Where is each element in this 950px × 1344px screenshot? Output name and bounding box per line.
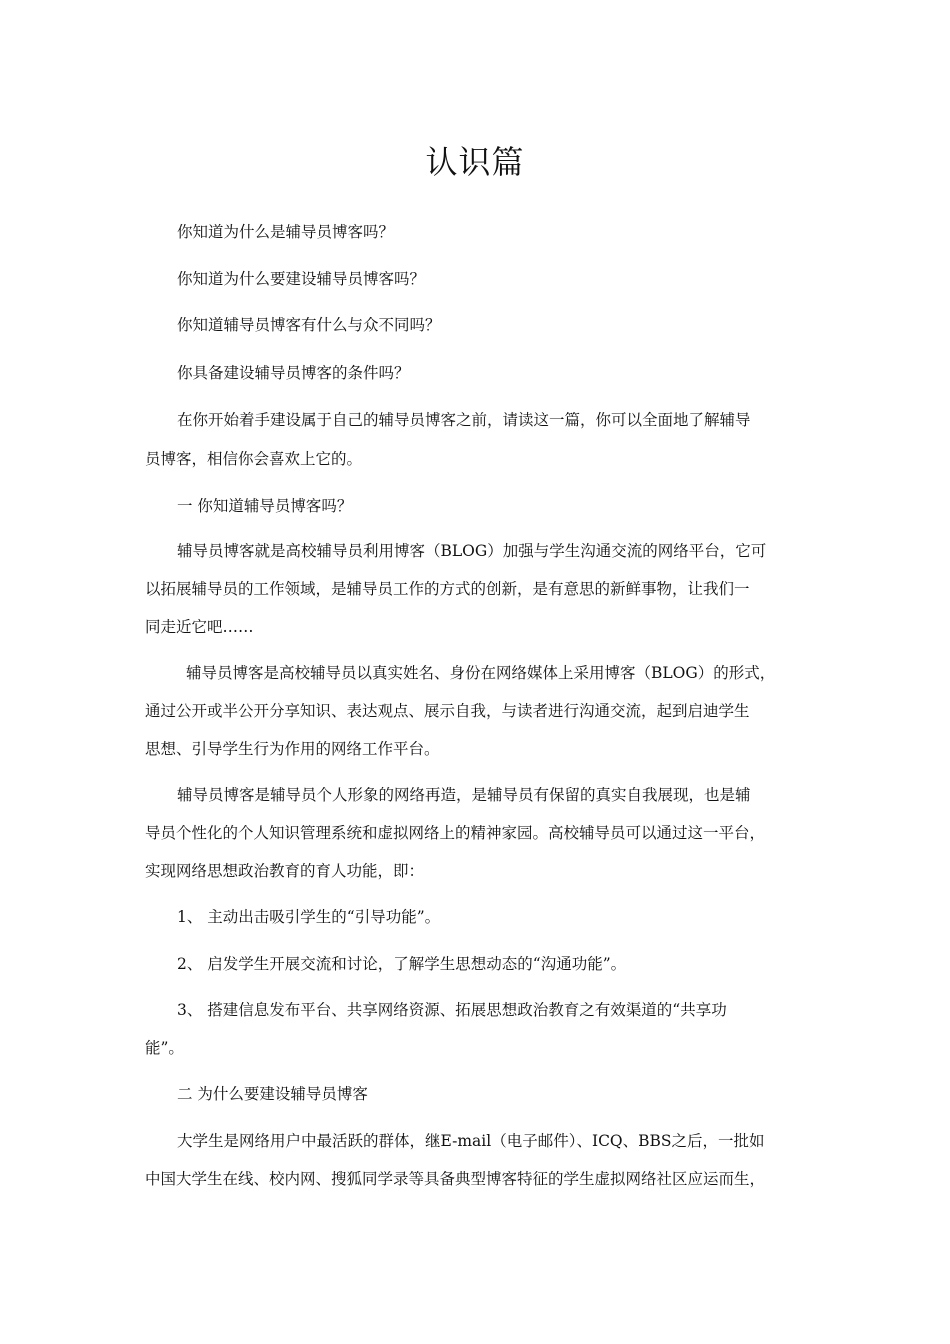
- text-line: 在你开始着手建设属于自己的辅导员博客之前，请读这一篇，你可以全面地了解辅导: [177, 411, 751, 429]
- text-line: 你具备建设辅导员博客的条件吗？: [177, 364, 410, 382]
- text-line: 大学生是网络用户中最活跃的群体，继E-mail（电子邮件）、ICQ、BBS之后，一批如: [177, 1132, 765, 1150]
- text-line: 中国大学生在线、校内网、搜狐同学录等具备典型博客特征的学生虚拟网络社区应运而生，: [145, 1170, 766, 1188]
- text-line: 你知道为什么是辅导员博客吗？: [177, 223, 395, 241]
- text-line: 你知道为什么要建设辅导员博客吗？: [177, 270, 426, 288]
- text-line: 导员个性化的个人知识管理系统和虚拟网络上的精神家园。高校辅导员可以通过这一平台，: [145, 824, 766, 842]
- text-line: 思想、引导学生行为作用的网络工作平台。: [145, 740, 440, 758]
- text-line: 通过公开或半公开分享知识、表达观点、展示自我，与读者进行沟通交流，起到启迪学生: [145, 702, 750, 720]
- text-line: 能”。: [145, 1039, 184, 1057]
- page-title: 认识篇: [425, 143, 525, 181]
- text-line: 辅导员博客是辅导员个人形象的网络再造，是辅导员有保留的真实自我展现，也是辅: [177, 786, 751, 804]
- text-line: 以拓展辅导员的工作领域，是辅导员工作的方式的创新，是有意思的新鲜事物，让我们一: [145, 580, 750, 598]
- text-line: 辅导员博客是高校辅导员以真实姓名、身份在网络媒体上采用博客（BLOG）的形式，: [186, 664, 776, 682]
- text-line: 同走近它吧……: [145, 618, 254, 636]
- text-line: 你知道辅导员博客有什么与众不同吗？: [177, 316, 441, 334]
- text-line: 辅导员博客就是高校辅导员利用博客（BLOG）加强与学生沟通交流的网络平台，它可: [177, 542, 767, 560]
- list-item: 1、 主动出击吸引学生的“引导功能”。: [177, 908, 441, 926]
- list-item: 2、 启发学生开展交流和讨论，了解学生思想动态的“沟通功能”。: [177, 955, 627, 973]
- text-line: 员博客，相信你会喜欢上它的。: [145, 450, 363, 468]
- text-line: 实现网络思想政治教育的育人功能，即：: [145, 862, 425, 880]
- section-heading: 一 你知道辅导员博客吗？: [177, 497, 353, 515]
- section-heading: 二 为什么要建设辅导员博客: [177, 1085, 368, 1103]
- list-item: 3、 搭建信息发布平台、共享网络资源、拓展思想政治教育之有效渠道的“共享功: [177, 1001, 727, 1019]
